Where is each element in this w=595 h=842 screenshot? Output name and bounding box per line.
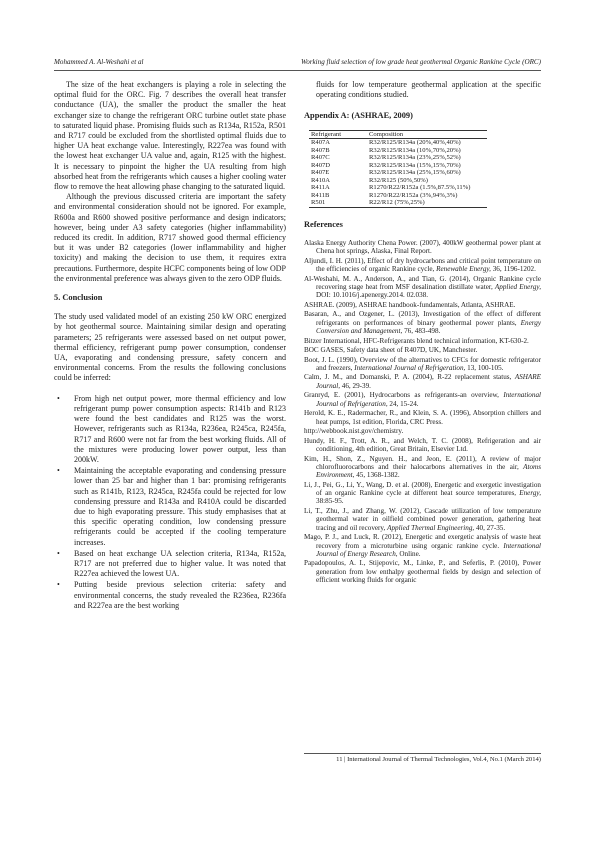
reference-item: Basaran, A., and Ozgener, L. (2013), Investigation of the effect of different refrigerants on performances of binary geothermal power plants, Energy Conversion and Management, 76, 483-498. bbox=[304, 310, 541, 335]
bullet-icon: • bbox=[57, 580, 60, 590]
reference-item: Li, T., Zhu, J., and Zhang, W. (2012), Cascade utilization of low temperature geothermal water in oilfield combined power generation, gathering heat tracing and oil recovery, Applied Thermal Engineering, 40, 27-35. bbox=[304, 506, 541, 532]
header-title: Working fluid selection of low grade heat geothermal Organic Rankine Cycle (ORC) bbox=[300, 58, 541, 66]
list-item: • Maintaining the acceptable evaporating and condensing pressure lower than 25 bar and higher than 1 bar: promising refrigerants such as R141b, R123, R245ca, R245fa could be rejected for low condensing pressure and R143a and R410A could be discarded due to high evaporating pressure. This study emphasises that at this specific operating condition, low condensing pressure refrigerants could be accepted if the cooling temperature increases. bbox=[57, 466, 286, 547]
reference-item: Papadopoulos, A. I., Stijepovic, M., Linke, P., and Seferlis, P. (2010), Power generation from low enthalpy geothermal fields by design and selection of efficient working fluids for organic bbox=[304, 559, 541, 585]
list-item: • From high net output power, more thermal efficiency and low refrigerant pump power consumption aspects: R141b and R123 were found the best candidates and R125 was the worst. However, refrigerants such as R134a, R236ea, R245ca, R245fa, R717 and R600 were not far from the best working fluids. All of the mixtures were producing lower power output, less than 200kW. bbox=[57, 393, 286, 464]
table-row: R407E R32/R125/R134a (25%,15%,60%) bbox=[311, 169, 461, 177]
table-row: R407C R32/R125/R134a (23%,25%,52%) bbox=[311, 154, 461, 162]
references-heading: References bbox=[304, 219, 343, 229]
list-item: • Based on heat exchange UA selection criteria, R134a, R152a, R717 are not preferred due to higher value. It was noted that R227ea achieved the lowest UA. bbox=[57, 548, 286, 579]
paragraph-continued: fluids for low temperature geothermal application at the specific operating conditions studied. bbox=[316, 80, 541, 100]
table-row: R407B R32/R125/R134a (10%,70%,20%) bbox=[311, 146, 461, 154]
column-header-composition: Composition bbox=[367, 130, 487, 139]
header-author: Mohammed A. Al-Weshahi et al bbox=[54, 58, 144, 66]
running-header bbox=[54, 58, 541, 70]
conclusion-list bbox=[54, 394, 286, 611]
conclusion-heading: 5. Conclusion bbox=[54, 293, 103, 303]
table-row: R410A R32/R125 (50%,50%) bbox=[311, 176, 428, 184]
reference-item: BOC GASES, Safety data sheet of R407D, UK, Manchester. bbox=[304, 346, 478, 355]
reference-item: Kim, H., Shon, Z., Nguyen. H., and Jeon, E. (2011), A review of major chlorofluorocarbons and their halocarbons alternatives in the air, Atoms Environment, 45, 1368-1382. bbox=[304, 454, 541, 480]
paragraph-heat-exchangers: The size of the heat exchangers is playing a role in selecting the optimal fluid for the ORC. Fig. 7 describes the overall heat transfer conductance (UA), the smaller the product the smaller the heat exchanger size to change the refrigerant ORC turbine outlet state phase to saturated liquid phase. Promising fluids such as R134a, R152a, R501 and R717 could be excluded from the shortlisted optimal fluids due to higher UA heat exchange value. Interestingly, R227ea was found with the lowest heat exchanger UA value and, again, R125 with the highest. It is necessary to pinpoint the higher the UA resulting from high absorbed heat from the refrigerants which causes a higher cooling water flow to remove the heat allowing phase changing to the saturated liquid. bbox=[54, 80, 286, 192]
reference-item: Alaska Energy Authority Chena Power. (2007), 400kW geothermal power plant at Chena hot springs, Alaska, Final Report. bbox=[304, 238, 541, 256]
reference-item: Boot, J. L. (1990), Overview of the alternatives to CFCs for domestic refrigerator and freezers, International Journal of Refrigeration, 13, 100-105. bbox=[304, 355, 541, 372]
reference-item: Calm, J. M., and Domanski, P. A. (2004), R-22 replacement status, ASHARE Journal, 46, 29-39. bbox=[304, 373, 541, 390]
bullet-icon: • bbox=[57, 548, 60, 558]
reference-item: ASHRAE. (2009), ASHRAE handbook-fundamentals, Atlanta, ASHRAE. bbox=[304, 300, 516, 309]
right-column bbox=[304, 80, 541, 586]
appendix-heading: Appendix A: (ASHRAE, 2009) bbox=[304, 111, 413, 121]
table-row: R501 R22/R12 (75%,25%) bbox=[309, 199, 487, 207]
bullet-icon: • bbox=[57, 393, 60, 403]
footer-rule bbox=[304, 753, 541, 754]
paragraph-safety: Although the previous discussed criteria are important the safety and environmental consideration should not be ignored. For example, R600a and R600 showed positive performance and design indicators; however, being under A3 safety categories (higher inflammability) reduced its credit. In addition, R717 showed good thermal efficiency but it was under B2 categories (lower inflammability and higher toxicity) and making the decision to use them, it requires extra precautions. Furthermore, despite HCFC components being of low ODP the environmental preference was always given to the zero ODP fluids. bbox=[54, 192, 286, 283]
reference-item: Aljundi, I. H. (2011), Effect of dry hydrocarbons and critical point temperature on the efficiencies of organic Rankine cycle, Renewable Energy, 36, 1196-1202. bbox=[304, 256, 541, 274]
table-row: R411A R1270/R22/R152a (1.5%,87.5%,11%) bbox=[311, 184, 471, 192]
table-row: R407D R32/R125/R134a (15%,15%,70%) bbox=[311, 161, 461, 169]
left-column bbox=[54, 80, 286, 612]
reference-item: Hundy, H. F., Trott, A. R., and Welch, T. C. (2008), Refrigeration and air conditioning, 4th edition, Great Britain, Elsevier Ltd. bbox=[304, 436, 541, 453]
reference-list bbox=[304, 239, 541, 585]
table-row: R411B R1270/R22/R152a (3%,94%,3%) bbox=[311, 191, 458, 199]
reference-item: Mago, P. J., and Luck, R. (2012), Energetic and exergetic analysis of waste heat recovery from a microturbine using organic rankine cycle. International Journal of Energy Research, Online. bbox=[304, 533, 541, 558]
table-header-row bbox=[309, 130, 487, 139]
reference-item: Herold, K. E., Radermacher, R., and Klein, S. A. (1996), Absorption chillers and heat pumps, 1st edition, Florida, CRC Press. bbox=[304, 409, 541, 426]
table-row: R407A R32/R125/R134a (20%,40%,40%) bbox=[311, 139, 461, 147]
paragraph-conclusion: The study used validated model of an existing 250 kW ORC energized by hot geothermal source. Maintaining similar design and operating parameters; 25 refrigerants were assessed based on net output power, thermal efficiency, refrigerant pump power consumption, condenser UA, evaporating and condensing pressure, safety concern and environmental concerns. From the results the following conclusions could be inferred: bbox=[54, 312, 286, 383]
footer: 11 | International Journal of Thermal Technologies, Vol.4, No.1 (March 2014) bbox=[336, 756, 541, 763]
header-rule bbox=[54, 70, 541, 71]
reference-item: http://webbook.nist.gov/chemistry. bbox=[304, 427, 404, 436]
bullet-icon: • bbox=[57, 466, 60, 476]
reference-item: Al-Weshahi, M. A., Anderson, A., and Tian, G. (2014), Organic Rankine cycle recovering stage heat from MSF desalination distillate water, Applied Energy, DOI: 10.1016/j.apenergy.2014. 02.038. bbox=[304, 274, 541, 300]
reference-item: Bitzer International, HFC-Refrigerants blend technical information, KT-630-2. bbox=[304, 336, 529, 345]
column-header-refrigerant: Refrigerant bbox=[309, 130, 367, 139]
reference-item: Granryd, E. (2001), Hydrocarbons as refrigerants-an overview, International Journal of Refrigeration, 24, 15-24. bbox=[304, 391, 541, 408]
list-item: • Putting beside previous selection criteria: safety and environmental concerns, the study revealed the R236ea, R236fa and R227ea are the best working bbox=[57, 580, 286, 610]
refrigerant-table bbox=[309, 130, 487, 208]
reference-item: Li, J., Pei, G., Li, Y., Wang, D. et al. (2008), Energetic and exergetic investigation of an organic Rankine cycle at different heat source temperatures, Energy, 38:85-95. bbox=[304, 480, 541, 506]
